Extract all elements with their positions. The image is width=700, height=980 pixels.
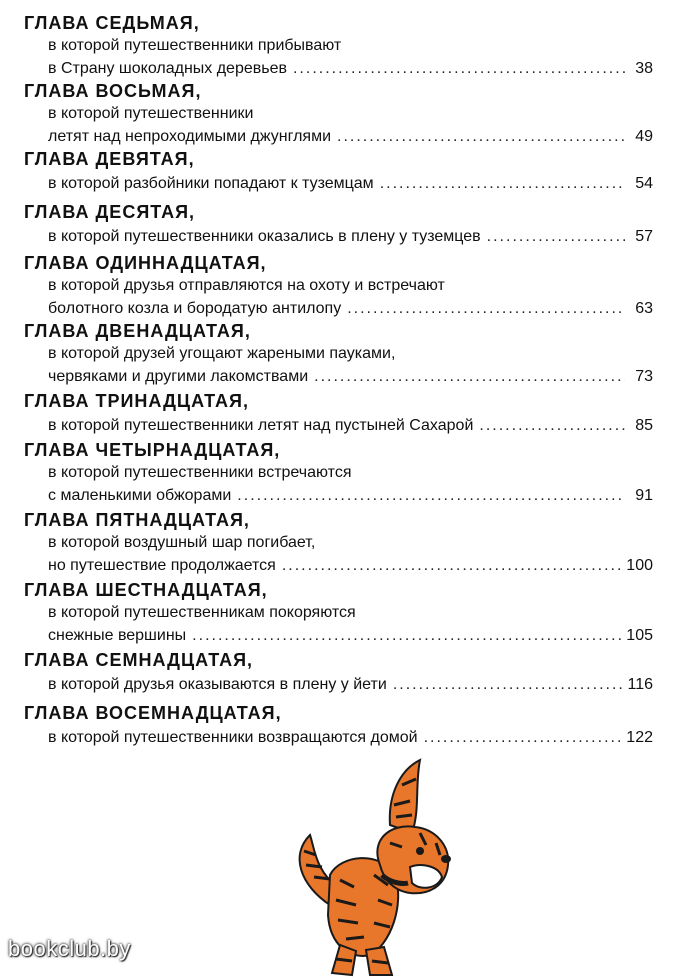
- chapter-description: в которой друзья отправляются на охоту и встречают: [48, 277, 445, 294]
- dot-leader: [282, 556, 622, 576]
- chapter-title: ГЛАВА ТРИНАДЦАТАЯ,: [24, 391, 249, 411]
- chapter-description-last: [48, 59, 653, 79]
- chapter-description: с маленькими обжорами: [48, 487, 232, 504]
- chapter-description: болотного козла и бородатую антилопу: [48, 300, 342, 317]
- dot-leader: [424, 728, 623, 748]
- page-number: 49: [635, 128, 653, 145]
- chapter-description-last: [48, 626, 653, 646]
- chapter-description-last: [48, 416, 653, 436]
- chapter-description: в которой путешественникам покоряются: [48, 604, 356, 621]
- chapter-description-last: [48, 299, 653, 319]
- page-number: 38: [635, 60, 653, 77]
- chapter-description: в которой друзей угощают жареными пауками,: [48, 345, 396, 362]
- page-number: 63: [635, 300, 653, 317]
- chapter-title: ГЛАВА ВОСЬМАЯ,: [24, 81, 202, 101]
- chapter-description-last: [48, 227, 653, 247]
- chapter-description: в которой путешественники летят над пустыней Сахарой: [48, 417, 474, 434]
- chapter-title: ГЛАВА ВОСЕМНАДЦАТАЯ,: [24, 703, 282, 723]
- chapter-description: снежные вершины: [48, 627, 187, 644]
- page-number: 116: [627, 676, 653, 693]
- chapter-title: ГЛАВА ДВЕНАДЦАТАЯ,: [24, 321, 251, 341]
- chapter-description: червяками и другими лакомствами: [48, 368, 309, 385]
- page-number: 100: [626, 557, 653, 574]
- dot-leader: [347, 299, 625, 319]
- dot-leader: [487, 227, 625, 247]
- dot-leader: [314, 367, 625, 387]
- chapter-description: но путешествие продолжается: [48, 557, 276, 574]
- chapter-description: в которой путешественники прибывают: [48, 37, 342, 54]
- page-number: 105: [626, 627, 653, 644]
- chapter-description: летят над непроходимыми джунглями: [48, 128, 331, 145]
- chapter-title: ГЛАВА СЕДЬМАЯ,: [24, 13, 200, 33]
- chapter-description: в которой воздушный шар погибает,: [48, 534, 316, 551]
- chapter-description-last: [48, 127, 653, 147]
- chapter-description: в которой друзья оказываются в плену у йети: [48, 676, 387, 693]
- page-number: 91: [635, 487, 653, 504]
- chapter-description-last: [48, 675, 653, 695]
- dot-leader: [380, 174, 625, 194]
- tiger-ear: [390, 760, 420, 833]
- tiger-nose: [441, 855, 451, 863]
- tiger-eye: [416, 847, 424, 855]
- page-number: 85: [635, 417, 653, 434]
- chapter-description-last: [48, 174, 653, 194]
- chapter-description: в которой путешественники оказались в плену у туземцев: [48, 228, 481, 245]
- chapter-description: в Страну шоколадных деревьев: [48, 60, 287, 77]
- page-number: 122: [626, 729, 653, 746]
- dot-leader: [337, 127, 625, 147]
- dot-leader: [393, 675, 624, 695]
- dot-leader: [293, 59, 625, 79]
- dot-leader: [237, 486, 625, 506]
- chapter-title: ГЛАВА ДЕВЯТАЯ,: [24, 149, 195, 169]
- dot-leader: [479, 416, 625, 436]
- chapter-title: ГЛАВА ДЕСЯТАЯ,: [24, 202, 196, 222]
- chapter-description: в которой разбойники попадают к туземцам: [48, 175, 374, 192]
- chapter-description-last: [48, 728, 653, 748]
- chapter-description-last: [48, 367, 653, 387]
- dot-leader: [192, 626, 622, 646]
- chapter-description-last: [48, 556, 653, 576]
- chapter-description-last: [48, 486, 653, 506]
- chapter-description: в которой путешественники возвращаются домой: [48, 729, 418, 746]
- chapter-description: в которой путешественники: [48, 105, 254, 122]
- watermark-logo: bookclub.by: [8, 936, 131, 961]
- tiger-cub-illustration: [270, 755, 460, 980]
- chapter-title: ГЛАВА ЧЕТЫРНАДЦАТАЯ,: [24, 440, 281, 460]
- chapter-title: ГЛАВА ОДИННАДЦАТАЯ,: [24, 253, 267, 273]
- chapter-title: ГЛАВА ШЕСТНАДЦАТАЯ,: [24, 580, 268, 600]
- chapter-title: ГЛАВА СЕМНАДЦАТАЯ,: [24, 650, 254, 670]
- page-number: 73: [635, 368, 653, 385]
- chapter-title: ГЛАВА ПЯТНАДЦАТАЯ,: [24, 510, 250, 530]
- chapter-description: в которой путешественники встречаются: [48, 464, 352, 481]
- page-number: 54: [635, 175, 653, 192]
- page-number: 57: [635, 228, 653, 245]
